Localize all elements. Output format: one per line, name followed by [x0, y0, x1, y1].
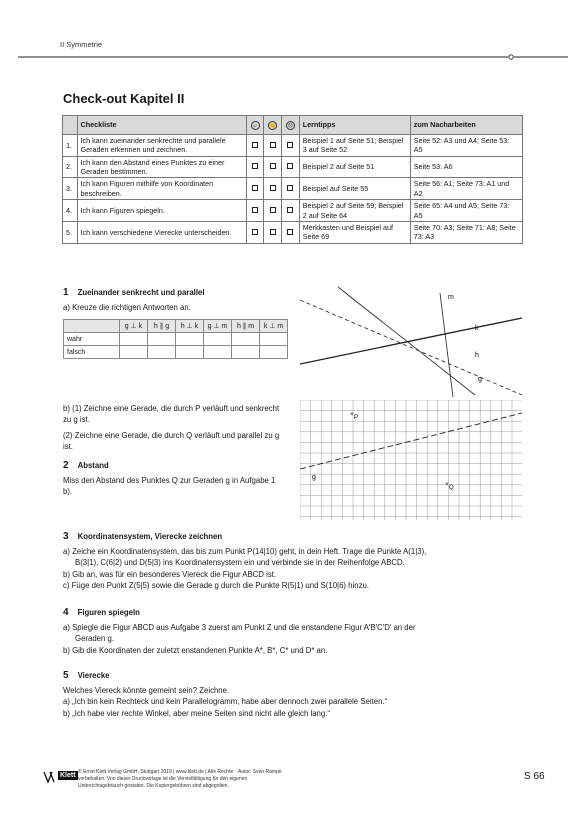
- tf-answer-cell[interactable]: [260, 333, 288, 346]
- task3-c: c) Füge den Punkt Z(5|5) sowie die Gerade g durch die Punkte R(5|1) und S(10|6) hinzu.: [63, 580, 369, 590]
- line-h: [300, 300, 522, 395]
- task5-number: 5: [63, 670, 69, 681]
- task3-number: 3: [63, 531, 69, 542]
- tf-answer-cell[interactable]: [176, 333, 204, 346]
- row-repeat: Seite 56: A1; Seite 73: A1 und A2: [410, 178, 522, 200]
- checkbox-happy[interactable]: [252, 142, 258, 148]
- row-number: 4.: [63, 200, 78, 222]
- page-number: S 66: [524, 771, 545, 782]
- task1-title: Zueinander senkrecht und parallel: [77, 288, 205, 297]
- sad-face-icon: ☹: [287, 123, 293, 129]
- checkbox-neutral[interactable]: [270, 229, 276, 235]
- task3-a2: B(3|1), C(6|2) und D(5|3) ins Koordinatensystem ein und verbinde sie in der Reihenfolge ABCD.: [75, 558, 405, 568]
- task1-heading: [63, 287, 205, 298]
- header-rule: [0, 40, 588, 70]
- checklist-row: [63, 221, 523, 243]
- page-title: Check-out Kapitel II: [63, 91, 185, 106]
- task1-number: 1: [63, 287, 69, 298]
- tf-column-header: h ∥ m: [232, 320, 260, 333]
- chapter-label: II Symmetrie: [60, 40, 103, 49]
- label-h: h: [475, 352, 479, 359]
- header-num-cell: [63, 116, 78, 135]
- task2-text: Miss den Abstand des Punktes Q zur Geraden g in Aufgabe 1 b).: [63, 476, 276, 497]
- task5-b: b) „Ich habe vier rechte Winkel, aber meine Seiten sind nicht alle gleich lang.“: [63, 708, 330, 718]
- row-number: 3.: [63, 178, 78, 200]
- task3-a1: a) Zeiche ein Koordinatensystem, das bis zum Punkt P(14|10) geht, in dein Heft. Trage die Punkte A(1|3),: [63, 547, 427, 556]
- tf-row-label: wahr: [64, 333, 120, 346]
- row-item: Ich kann den Abstand eines Punktes zu einer Geraden bestimmen.: [77, 156, 246, 178]
- line-g: [338, 287, 475, 395]
- tf-column-header: k ⊥ m: [260, 320, 288, 333]
- grid-diagram: [300, 400, 522, 520]
- neutral-face-icon: 😐: [269, 123, 276, 129]
- task1-b2-text: (2) Zeichne eine Gerade, die durch Q verläuft und parallel zu g ist.: [63, 431, 280, 452]
- task4-a2: Geraden g.: [75, 634, 115, 644]
- tf-row-label: falsch: [64, 346, 120, 359]
- task4-b: b) Gib die Koordinaten der zuletzt enstandenen Punkte A*, B*, C* und D* an.: [63, 645, 328, 655]
- task4-heading: [63, 607, 140, 618]
- row-item: Ich kann verschiedene Vierecke unterscheiden.: [77, 221, 246, 243]
- checklist-row: [63, 135, 523, 157]
- tf-column-header: g ⊥ m: [204, 320, 232, 333]
- tf-column-header: h ∥ g: [148, 320, 176, 333]
- checklist-row: [63, 178, 523, 200]
- task5-title: Vierecke: [77, 671, 110, 680]
- tf-column-header: g ⊥ k: [120, 320, 148, 333]
- copyright-line-2: vorbehalten. Von dieser Druckvorlage ist die Vervielfältigung für den eigenen: [78, 776, 248, 782]
- checkbox-happy[interactable]: [252, 185, 258, 191]
- tf-answer-cell[interactable]: [232, 333, 260, 346]
- row-number: 1.: [63, 135, 78, 157]
- checklist-row: [63, 156, 523, 178]
- checkbox-sad[interactable]: [287, 163, 293, 169]
- tf-answer-cell[interactable]: [232, 346, 260, 359]
- checkbox-happy[interactable]: [252, 163, 258, 169]
- klett-logo-text: Klett: [60, 772, 76, 779]
- tf-answer-cell[interactable]: [204, 346, 232, 359]
- task2-heading: [63, 460, 109, 471]
- task1-a-text: a) Kreuze die richtigen Antworten an.: [63, 303, 191, 312]
- task4-a1: a) Spiegle die Figur ABCD aus Aufgabe 3 zuerst am Punkt Z und die enstandene Figur A′B′C′D′ an der: [63, 623, 416, 632]
- checkbox-sad[interactable]: [287, 207, 293, 213]
- point-p-marker: ×: [350, 412, 354, 418]
- tf-answer-cell[interactable]: [120, 346, 148, 359]
- label-p: P: [354, 415, 359, 421]
- checkbox-happy[interactable]: [252, 229, 258, 235]
- task4-body: [63, 622, 533, 656]
- checkbox-neutral[interactable]: [270, 207, 276, 213]
- task5-a: a) „Ich bin kein Rechteck und kein Parallelogramm, habe aber dennoch zwei parallele Seiten.“: [63, 697, 388, 707]
- task4-number: 4: [63, 607, 69, 618]
- lines-diagram: [300, 283, 522, 398]
- row-tip: Beispiel auf Seite 55: [299, 178, 410, 200]
- row-tip: Beispiel 2 auf Seite 59; Beispiel 2 auf Seite 64: [299, 200, 410, 222]
- checkbox-sad[interactable]: [287, 229, 293, 235]
- row-number: 2.: [63, 156, 78, 178]
- task5-heading: [63, 670, 110, 681]
- tf-answer-cell[interactable]: [148, 333, 176, 346]
- task2-title: Abstand: [77, 461, 109, 470]
- checkbox-happy[interactable]: [252, 207, 258, 213]
- row-number: 5.: [63, 221, 78, 243]
- line-k: [300, 318, 522, 364]
- task3-b: b) Gib an, was für ein besonderes Viereck die Figur ABCD ist.: [63, 569, 277, 579]
- task3-title: Koordinatensystem, Vierecke zeichnen: [77, 532, 223, 541]
- row-repeat: Seite 70: A3; Seite 71: A8; Seite 73: A3: [410, 221, 522, 243]
- row-repeat: Seite 52: A3 und A4; Seite 53: A5: [410, 135, 522, 157]
- row-repeat: Seite 65: A4 und A5; Seite 73: A5: [410, 200, 522, 222]
- row-tip: Beispiel 1 auf Seite 51; Beispiel 3 auf Seite 52: [299, 135, 410, 157]
- copyright-line-1: © Ernst Klett Verlag GmbH, Stuttgart 2019 | www.klett.de | Alle Rechte: [78, 769, 234, 775]
- checklist-row: [63, 200, 523, 222]
- task5-intro: Welches Viereck könnte gemeint sein? Zeichne.: [63, 686, 230, 695]
- tf-answer-cell[interactable]: [148, 346, 176, 359]
- checkbox-neutral[interactable]: [270, 142, 276, 148]
- label-k: k: [475, 325, 479, 332]
- true-false-table: [63, 319, 288, 359]
- row-tip: Merkkasten und Beispiel auf Seite 69: [299, 221, 410, 243]
- tf-column-header: h ⊥ k: [176, 320, 204, 333]
- checkbox-neutral[interactable]: [270, 163, 276, 169]
- happy-face-icon: ☺: [252, 123, 258, 129]
- row-item: Ich kann Figuren mithilfe von Koordinaten beschreiben.: [77, 178, 246, 200]
- tf-answer-cell[interactable]: [204, 333, 232, 346]
- row-item: Ich kann Figuren spiegeln.: [77, 200, 246, 222]
- tf-row: [64, 346, 288, 359]
- tf-corner-cell: [64, 320, 120, 333]
- row-tip: Beispiel 2 auf Seite 51: [299, 156, 410, 178]
- tf-answer-cell[interactable]: [120, 333, 148, 346]
- task5-body: [63, 685, 533, 719]
- task2-number: 2: [63, 460, 69, 471]
- tf-answer-cell[interactable]: [176, 346, 204, 359]
- row-repeat: Seite 53: A6: [410, 156, 522, 178]
- copyright-line-3: Unterrichtsgebrauch gestattet. Die Kopiergebühren sind abgegolten.: [78, 783, 229, 789]
- task3-body: [63, 546, 533, 591]
- point-q-marker: ×: [445, 482, 449, 488]
- task3-heading: [63, 531, 222, 542]
- label-g-grid: g: [312, 474, 316, 481]
- checklist-table: [62, 115, 523, 244]
- label-m: m: [448, 294, 454, 301]
- task1-b1-text: b) (1) Zeichne eine Gerade, die durch P verläuft und senkrecht zu g ist.: [63, 404, 280, 425]
- label-q: Q: [449, 485, 454, 491]
- task4-title: Figuren spiegeln: [77, 608, 140, 617]
- tf-row: [64, 333, 288, 346]
- row-item: Ich kann zueinander senkrechte und parallele Geraden erkennen und zeichnen.: [77, 135, 246, 157]
- label-g: g: [478, 376, 482, 383]
- checkbox-sad[interactable]: [287, 185, 293, 191]
- footer-author: Autor: Sven Rampe: [238, 769, 282, 775]
- header-nacharbeiten: zum Nacharbeiten: [410, 116, 522, 135]
- line-m: [440, 293, 453, 397]
- header-lerntipps: Lerntipps: [299, 116, 410, 135]
- tf-answer-cell[interactable]: [260, 346, 288, 359]
- checkbox-sad[interactable]: [287, 142, 293, 148]
- header-checklist: Checkliste: [77, 116, 246, 135]
- grid-lines: [300, 400, 522, 520]
- checkbox-neutral[interactable]: [270, 185, 276, 191]
